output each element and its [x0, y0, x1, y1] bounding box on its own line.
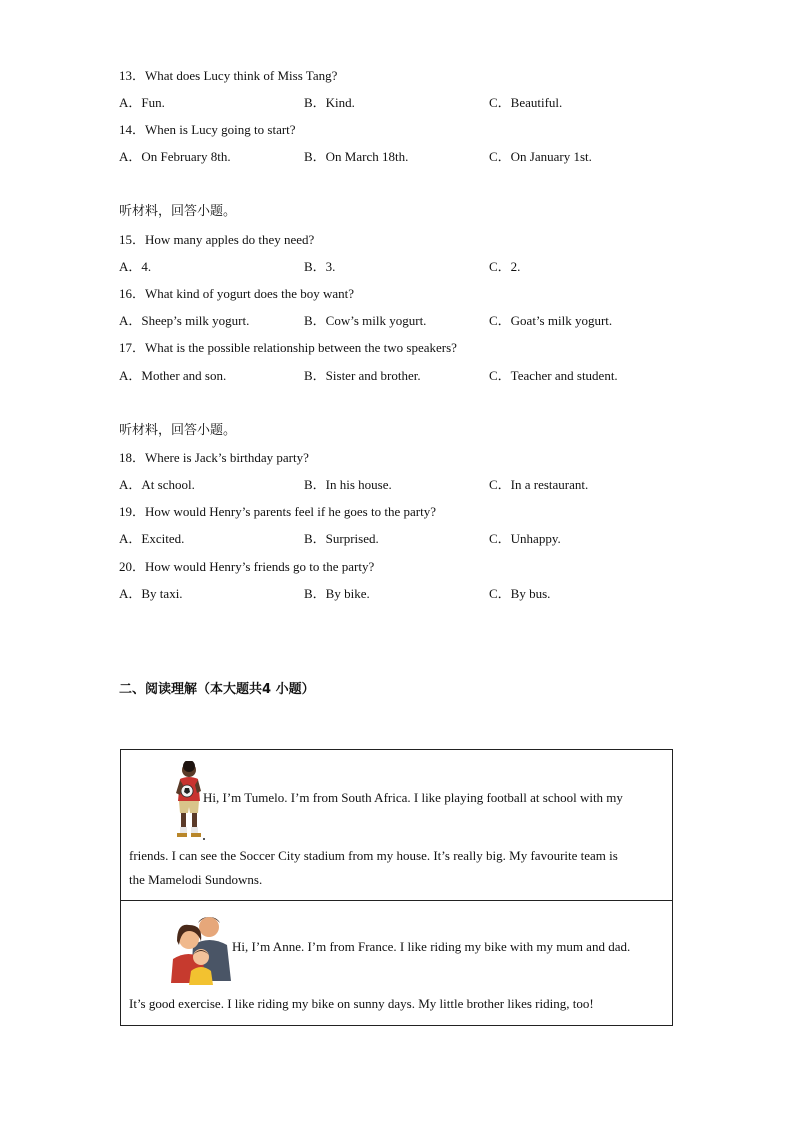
question-15-options	[119, 259, 679, 275]
question-14: 14．When is Lucy going to start?	[119, 122, 296, 137]
option-a: A．By taxi.	[119, 586, 183, 601]
option-c: C．By bus.	[489, 586, 551, 601]
question-19-options	[119, 531, 679, 547]
option-a: A．Excited.	[119, 531, 185, 546]
option-b: B．3.	[304, 259, 336, 274]
question-20-options	[119, 586, 679, 602]
question-18: 18．Where is Jack’s birthday party?	[119, 450, 309, 465]
option-c: C．Unhappy.	[489, 531, 561, 546]
option-a: A．Mother and son.	[119, 368, 227, 383]
question-13-options	[119, 95, 679, 111]
question-15: 15．How many apples do they need?	[119, 232, 315, 247]
option-a: A．Fun.	[119, 95, 165, 110]
listening-instruction: 听材料，回答小题。	[119, 204, 237, 219]
option-b: B．By bike.	[304, 586, 370, 601]
reading-row-anne	[121, 901, 672, 1025]
option-c: C．2.	[489, 259, 521, 274]
option-b: B．In his house.	[304, 477, 392, 492]
option-a: A．On February 8th.	[119, 149, 231, 164]
option-b: B．Sister and brother.	[304, 368, 421, 383]
tumelo-text-line-1: Hi, I’m Tumelo. I’m from South Africa. I like playing football at school with my	[203, 790, 623, 805]
tumelo-text-line-3: the Mamelodi Sundowns.	[129, 872, 263, 887]
question-18-options	[119, 477, 679, 493]
option-c: C．Teacher and student.	[489, 368, 618, 383]
tumelo-text-line-2: friends. I can see the Soccer City stadium from my house. It’s really big. My favourite team is	[129, 848, 618, 863]
option-a: A．At school.	[119, 477, 195, 492]
option-b: B．Kind.	[304, 95, 355, 110]
question-17-options	[119, 368, 679, 384]
reading-row-tumelo	[121, 750, 672, 901]
option-a: A．Sheep’s milk yogurt.	[119, 313, 250, 328]
question-16-options	[119, 313, 679, 329]
option-c: C．Goat’s milk yogurt.	[489, 313, 613, 328]
option-c: C．On January 1st.	[489, 149, 592, 164]
option-a: A．4.	[119, 259, 152, 274]
anne-text-line-1: Hi, I’m Anne. I’m from France. I like riding my bike with my mum and dad.	[232, 939, 631, 954]
question-20: 20．How would Henry’s friends go to the party?	[119, 559, 375, 574]
anne-text-line-2: It’s good exercise. I like riding my bike on sunny days. My little brother likes riding, too!	[129, 996, 594, 1011]
option-b: B．Surprised.	[304, 531, 379, 546]
reading-table	[120, 749, 673, 1026]
section-title: 二、阅读理解（本大题共4 小题）	[119, 682, 315, 697]
question-17: 17．What is the possible relationship between the two speakers?	[119, 340, 457, 355]
question-16: 16．What kind of yogurt does the boy want?	[119, 286, 355, 301]
family-illustration	[167, 911, 235, 987]
question-19: 19．How would Henry’s parents feel if he goes to the party?	[119, 504, 436, 519]
question-13: 13．What does Lucy think of Miss Tang?	[119, 68, 338, 83]
listening-instruction: 听材料，回答小题。	[119, 423, 237, 438]
question-14-options	[119, 149, 679, 165]
option-c: C．Beautiful.	[489, 95, 563, 110]
option-c: C．In a restaurant.	[489, 477, 589, 492]
option-b: B．On March 18th.	[304, 149, 409, 164]
option-b: B．Cow’s milk yogurt.	[304, 313, 427, 328]
